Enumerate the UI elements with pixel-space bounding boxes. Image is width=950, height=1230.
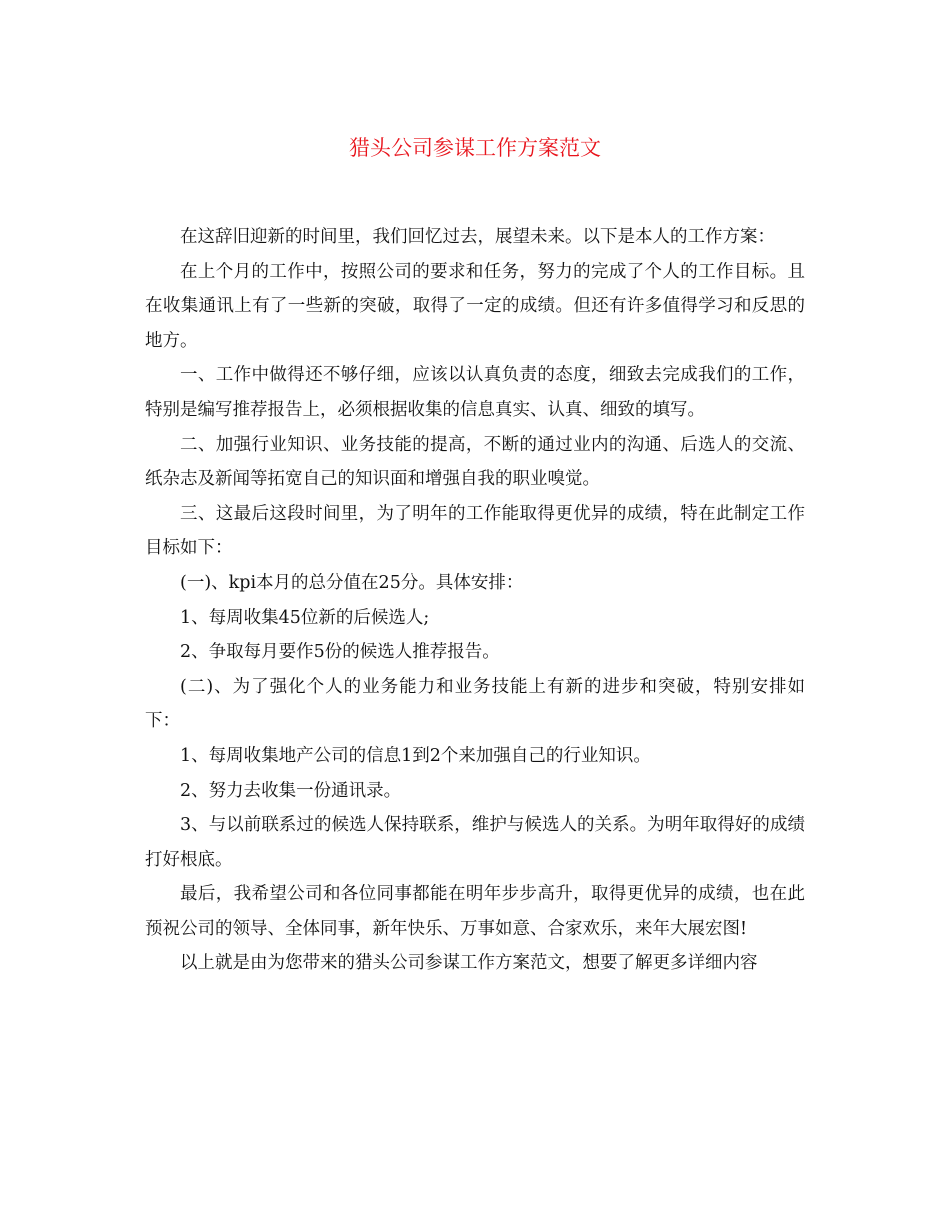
list-item: 1、每周收集45位新的后候选人; [180, 607, 430, 628]
document-body [145, 220, 805, 981]
paragraph-point-2: 二、加强行业知识、业务技能的提高，不断的通过业内的沟通、后选人的交流、纸杂志及新闻等拓宽自己的知识面和增强自我的职业嗅觉。 [145, 434, 805, 490]
list-item: 1、每周收集地产公司的信息1到2个来加强自己的行业知识。 [180, 745, 651, 766]
paragraph-point-1: 一、工作中做得还不够仔细，应该以认真负责的态度，细致去完成我们的工作，特别是编写推荐报告上，必须根据收集的信息真实、认真、细致的填写。 [145, 365, 805, 420]
list-item: 3、与以前联系过的候选人保持联系，维护与候选人的关系。为明年取得好的成绩打好根底。 [145, 815, 805, 870]
paragraph-kpi: (一)、kpi本月的总分值在25分。具体安排： [180, 572, 524, 593]
paragraph-last-month: 在上个月的工作中，按照公司的要求和任务，努力的完成了个人的工作目标。且在收集通讯上有了一些新的突破，取得了一定的成绩。但还有许多值得学习和反思的地方。 [145, 261, 805, 351]
list-item: 2、努力去收集一份通讯录。 [180, 780, 402, 801]
paragraph-point-3: 三、这最后这段时间里，为了明年的工作能取得更优异的成绩，特在此制定工作目标如下： [145, 503, 805, 559]
paragraph-skills: (二)、为了强化个人的业务能力和业务技能上有新的进步和突破，特别安排如下： [145, 676, 805, 732]
list-item: 2、争取每月要作5份的候选人推荐报告。 [180, 642, 500, 663]
document-title: 猎头公司参谋工作方案范文 [349, 136, 601, 160]
paragraph-footer: 以上就是由为您带来的猎头公司参谋工作方案范文，想要了解更多详细内容 [180, 953, 758, 974]
paragraph-intro: 在这辞旧迎新的时间里，我们回忆过去，展望未来。以下是本人的工作方案： [180, 227, 775, 247]
paragraph-closing: 最后，我希望公司和各位同事都能在明年步步高升，取得更优异的成绩，也在此预祝公司的领导、全体同事，新年快乐、万事如意、合家欢乐，来年大展宏图! [145, 884, 805, 939]
